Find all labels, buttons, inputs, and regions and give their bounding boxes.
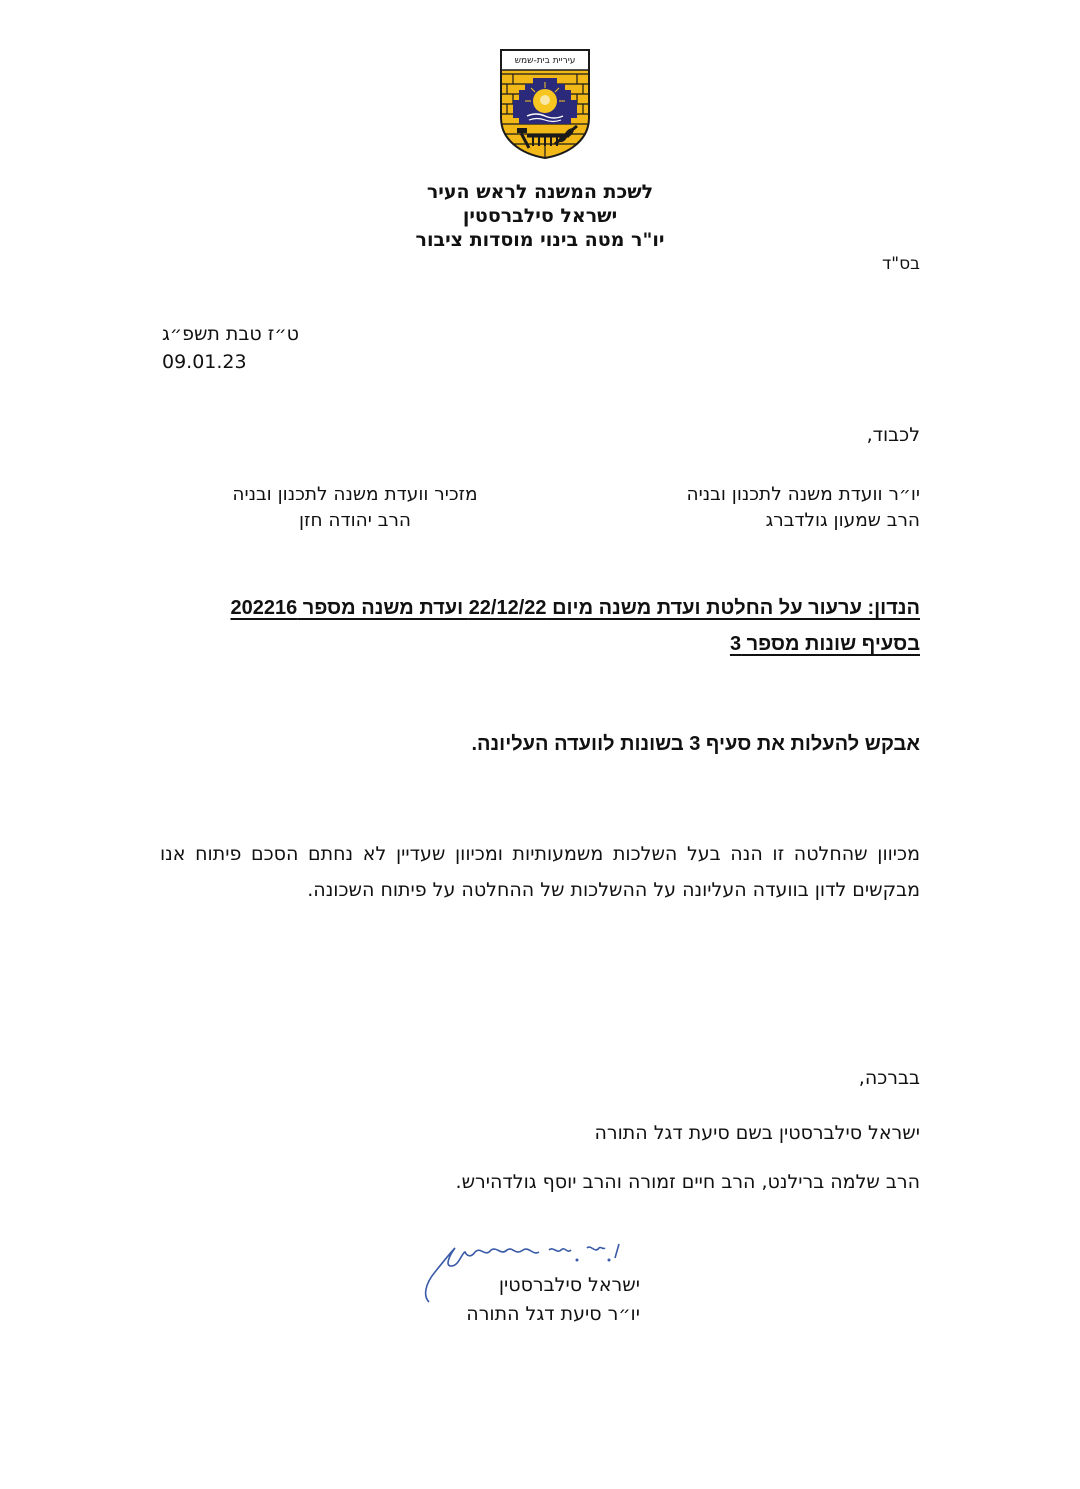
- closing-signatory: ישראל סילברסטין בשם סיעת דגל התורה: [594, 1122, 920, 1144]
- signer-name: ישראל סילברסטין: [498, 1274, 640, 1296]
- request-statement: אבקש להעלות את סעיף 3 בשונות לוועדה העליונה.: [471, 733, 920, 755]
- closing-salutation: בברכה,: [858, 1067, 920, 1089]
- gregorian-date: 09.01.23: [162, 351, 247, 373]
- recipient-title: מזכיר וועדת משנה לתכנון ובניה: [232, 484, 478, 505]
- signer-title: יו״ר סיעת דגל התורה: [466, 1303, 640, 1325]
- closing-cosignatories: הרב שלמה ברילנט, הרב חיים זמורה והרב יוסף גולדהירש.: [455, 1171, 920, 1193]
- letterhead: [340, 180, 740, 252]
- subject-line-1: הנדון: ערעור על החלטת ועדת משנה מיום 22/12/22 ועדת משנה מספר 202216: [230, 597, 920, 619]
- body-paragraph: מכיוון שהחלטה זו הנה בעל השלכות משמעותיות ומכיוון שעדיין לא נחתם הסכם פיתוח אנו מבקשים לדון בוועדה העליונה על ההשלכות של ההחלטה על פיתוח השכונה.: [160, 843, 920, 901]
- bsd-header: בס"ד: [882, 254, 920, 274]
- recipient-name: הרב יהודה חזן: [299, 510, 411, 531]
- date-block: [162, 320, 362, 376]
- recipient-secretary: [180, 482, 530, 534]
- greeting: לכבוד,: [866, 424, 920, 446]
- letterhead-office: לשכת המשנה לראש העיר: [426, 181, 654, 203]
- svg-text:עיריית בית-שמש: עיריית בית-שמש: [514, 56, 576, 66]
- subject-line-2: בסעיף שונות מספר 3: [729, 633, 920, 655]
- city-crest-icon: [499, 48, 591, 160]
- recipient-title: יו״ר וועדת משנה לתכנון ובניה: [686, 484, 920, 505]
- subject: [180, 590, 920, 662]
- letterhead-name: ישראל סילברסטין: [462, 205, 618, 227]
- recipient-name: הרב שמעון גולדברג: [765, 510, 920, 531]
- letterhead-role: יו"ר מטה בינוי מוסדות ציבור: [415, 229, 665, 251]
- beit-shemesh-emblem: [499, 48, 591, 160]
- recipient-chairman: [600, 482, 920, 534]
- hebrew-date: ט״ז טבת תשפ״ג: [162, 323, 299, 345]
